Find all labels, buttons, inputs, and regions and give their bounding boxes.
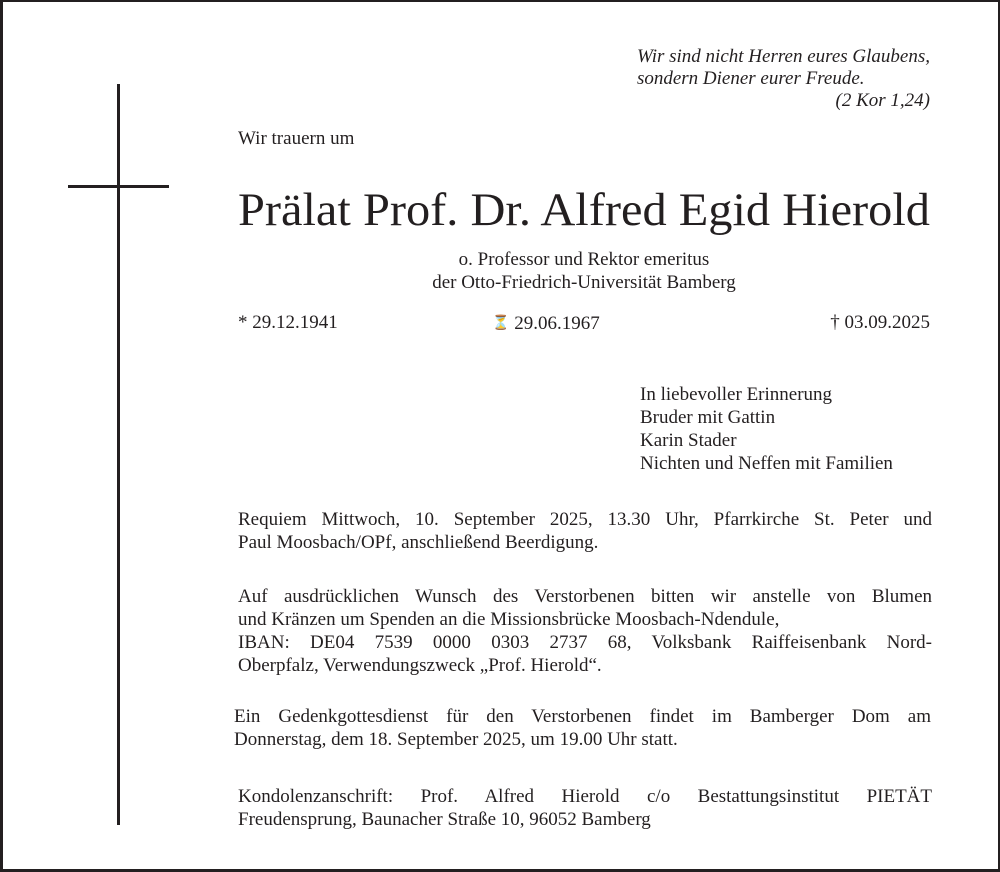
paragraph-line: Oberpfalz, Verwendungszweck „Prof. Hierold“. [238,655,602,676]
paragraph-line: Paul Moosbach/OPf, anschließend Beerdigung. [238,532,599,553]
requiem-paragraph [238,508,932,554]
paragraph-line: Freudensprung, Baunacher Straße 10, 96052 Bamberg [238,809,651,830]
cross-icon-vertical [117,84,120,825]
paragraph-line: IBAN: DE04 7539 0000 0303 2737 68, Volksbank Raiffeisenbank Nord- [238,632,932,653]
ordination-date [492,312,600,335]
cross-icon-horizontal [68,185,169,188]
mourner-line: In liebevoller Erinnerung [640,384,833,405]
paragraph-line: Donnerstag, dem 18. September 2025, um 19.00 Uhr statt. [234,729,678,750]
star-icon: * [238,312,248,333]
death-date [830,312,930,334]
condolence-paragraph [238,785,932,831]
paragraph-line: Ein Gedenkgottesdienst für den Verstorbenen findet im Bamberger Dom am [234,706,931,727]
paragraph-line: Kondolenzanschrift: Prof. Alfred Hierold c/o Bestattungsinstitut PIETÄT [238,786,932,807]
paragraph-line: Requiem Mittwoch, 10. September 2025, 13.30 Uhr, Pfarrkirche St. Peter und [238,509,932,530]
dagger-icon: † [830,312,840,333]
deceased-name-text: Prälat Prof. Dr. Alfred Egid Hierold [238,184,930,236]
title-line: der Otto-Friedrich-Universität Bamberg [432,272,736,293]
birth-date-value: 29.12.1941 [252,312,338,333]
intro-text: Wir trauern um [238,128,355,149]
birth-date [238,312,338,334]
paragraph-line: und Kränzen um Spenden an die Missionsbrücke Moosbach-Ndendule, [238,609,780,630]
motto-line: sondern Diener eurer Freude. [636,68,865,89]
mourner-line: Bruder mit Gattin [640,407,776,428]
bible-motto [637,46,930,112]
motto-reference: (2 Kor 1,24) [835,90,930,111]
title-line: o. Professor und Rektor emeritus [458,249,710,270]
deceased-title [238,248,930,294]
memorial-paragraph [234,705,931,751]
donation-paragraph [238,585,932,677]
death-date-value: 03.09.2025 [844,312,930,333]
mourner-line: Nichten und Neffen mit Familien [640,453,893,474]
mourner-line: Karin Stader [640,430,737,451]
motto-line: Wir sind nicht Herren eures Glaubens, [636,46,930,67]
mourners-list [640,383,893,475]
chalice-icon: ⏳ [492,315,510,331]
deceased-name [238,184,930,236]
paragraph-line: Auf ausdrücklichen Wunsch des Verstorbenen bitten wir anstelle von Blumen [238,586,932,607]
ordination-date-value: 29.06.1967 [514,313,600,334]
